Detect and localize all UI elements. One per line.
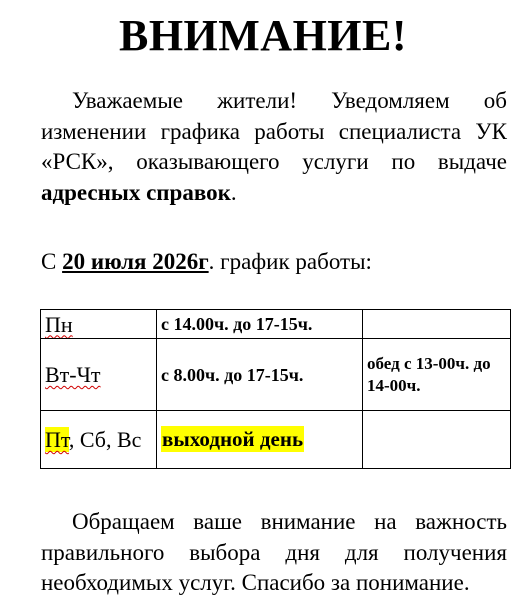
day-off-text: выходной день	[162, 427, 304, 451]
hours-cell	[157, 339, 363, 411]
days-text: Пн	[45, 311, 73, 337]
intro-end-punct: .	[230, 179, 237, 205]
lunch-note: обед с 13-00ч. до 14-00ч.	[367, 353, 491, 395]
schedule-suffix: . график работы:	[208, 249, 372, 274]
weekend-days-text: , Сб, Вс	[68, 427, 142, 452]
hours-cell	[157, 310, 363, 339]
table-row	[41, 411, 511, 469]
note-cell	[363, 339, 511, 411]
intro-text: Уважаемые жители! Уведомляем об изменении графика работы специалиста УК «РСК», оказывающего услуги по выдаче	[41, 88, 507, 174]
days-cell	[41, 310, 157, 339]
note-cell	[363, 310, 511, 339]
schedule-heading	[41, 247, 372, 277]
hours-cell	[157, 411, 363, 469]
closing-paragraph: Обращаем ваше внимание на важность правильного выбора дня для получения необходимых услуг. Спасибо за понимание.	[41, 509, 507, 595]
days-cell	[41, 339, 157, 411]
table-row	[41, 339, 511, 411]
note-cell	[363, 411, 511, 469]
intro-bold-text: адресных справок	[41, 179, 231, 205]
table-row	[41, 310, 511, 339]
schedule-table	[40, 309, 511, 469]
schedule-date: 20 июля 2026г	[62, 249, 209, 274]
hours-text: с 14.00ч. до 17-15ч.	[161, 314, 313, 334]
hours-text: с 8.00ч. до 17-15ч.	[161, 364, 304, 385]
schedule-prefix: С	[41, 249, 63, 274]
notice-title: ВНИМАНИЕ!	[118, 11, 408, 60]
friday-text: Пт	[45, 427, 69, 452]
days-cell	[41, 411, 157, 469]
intro-paragraph	[41, 86, 507, 208]
days-text: Вт-Чт	[45, 362, 101, 387]
